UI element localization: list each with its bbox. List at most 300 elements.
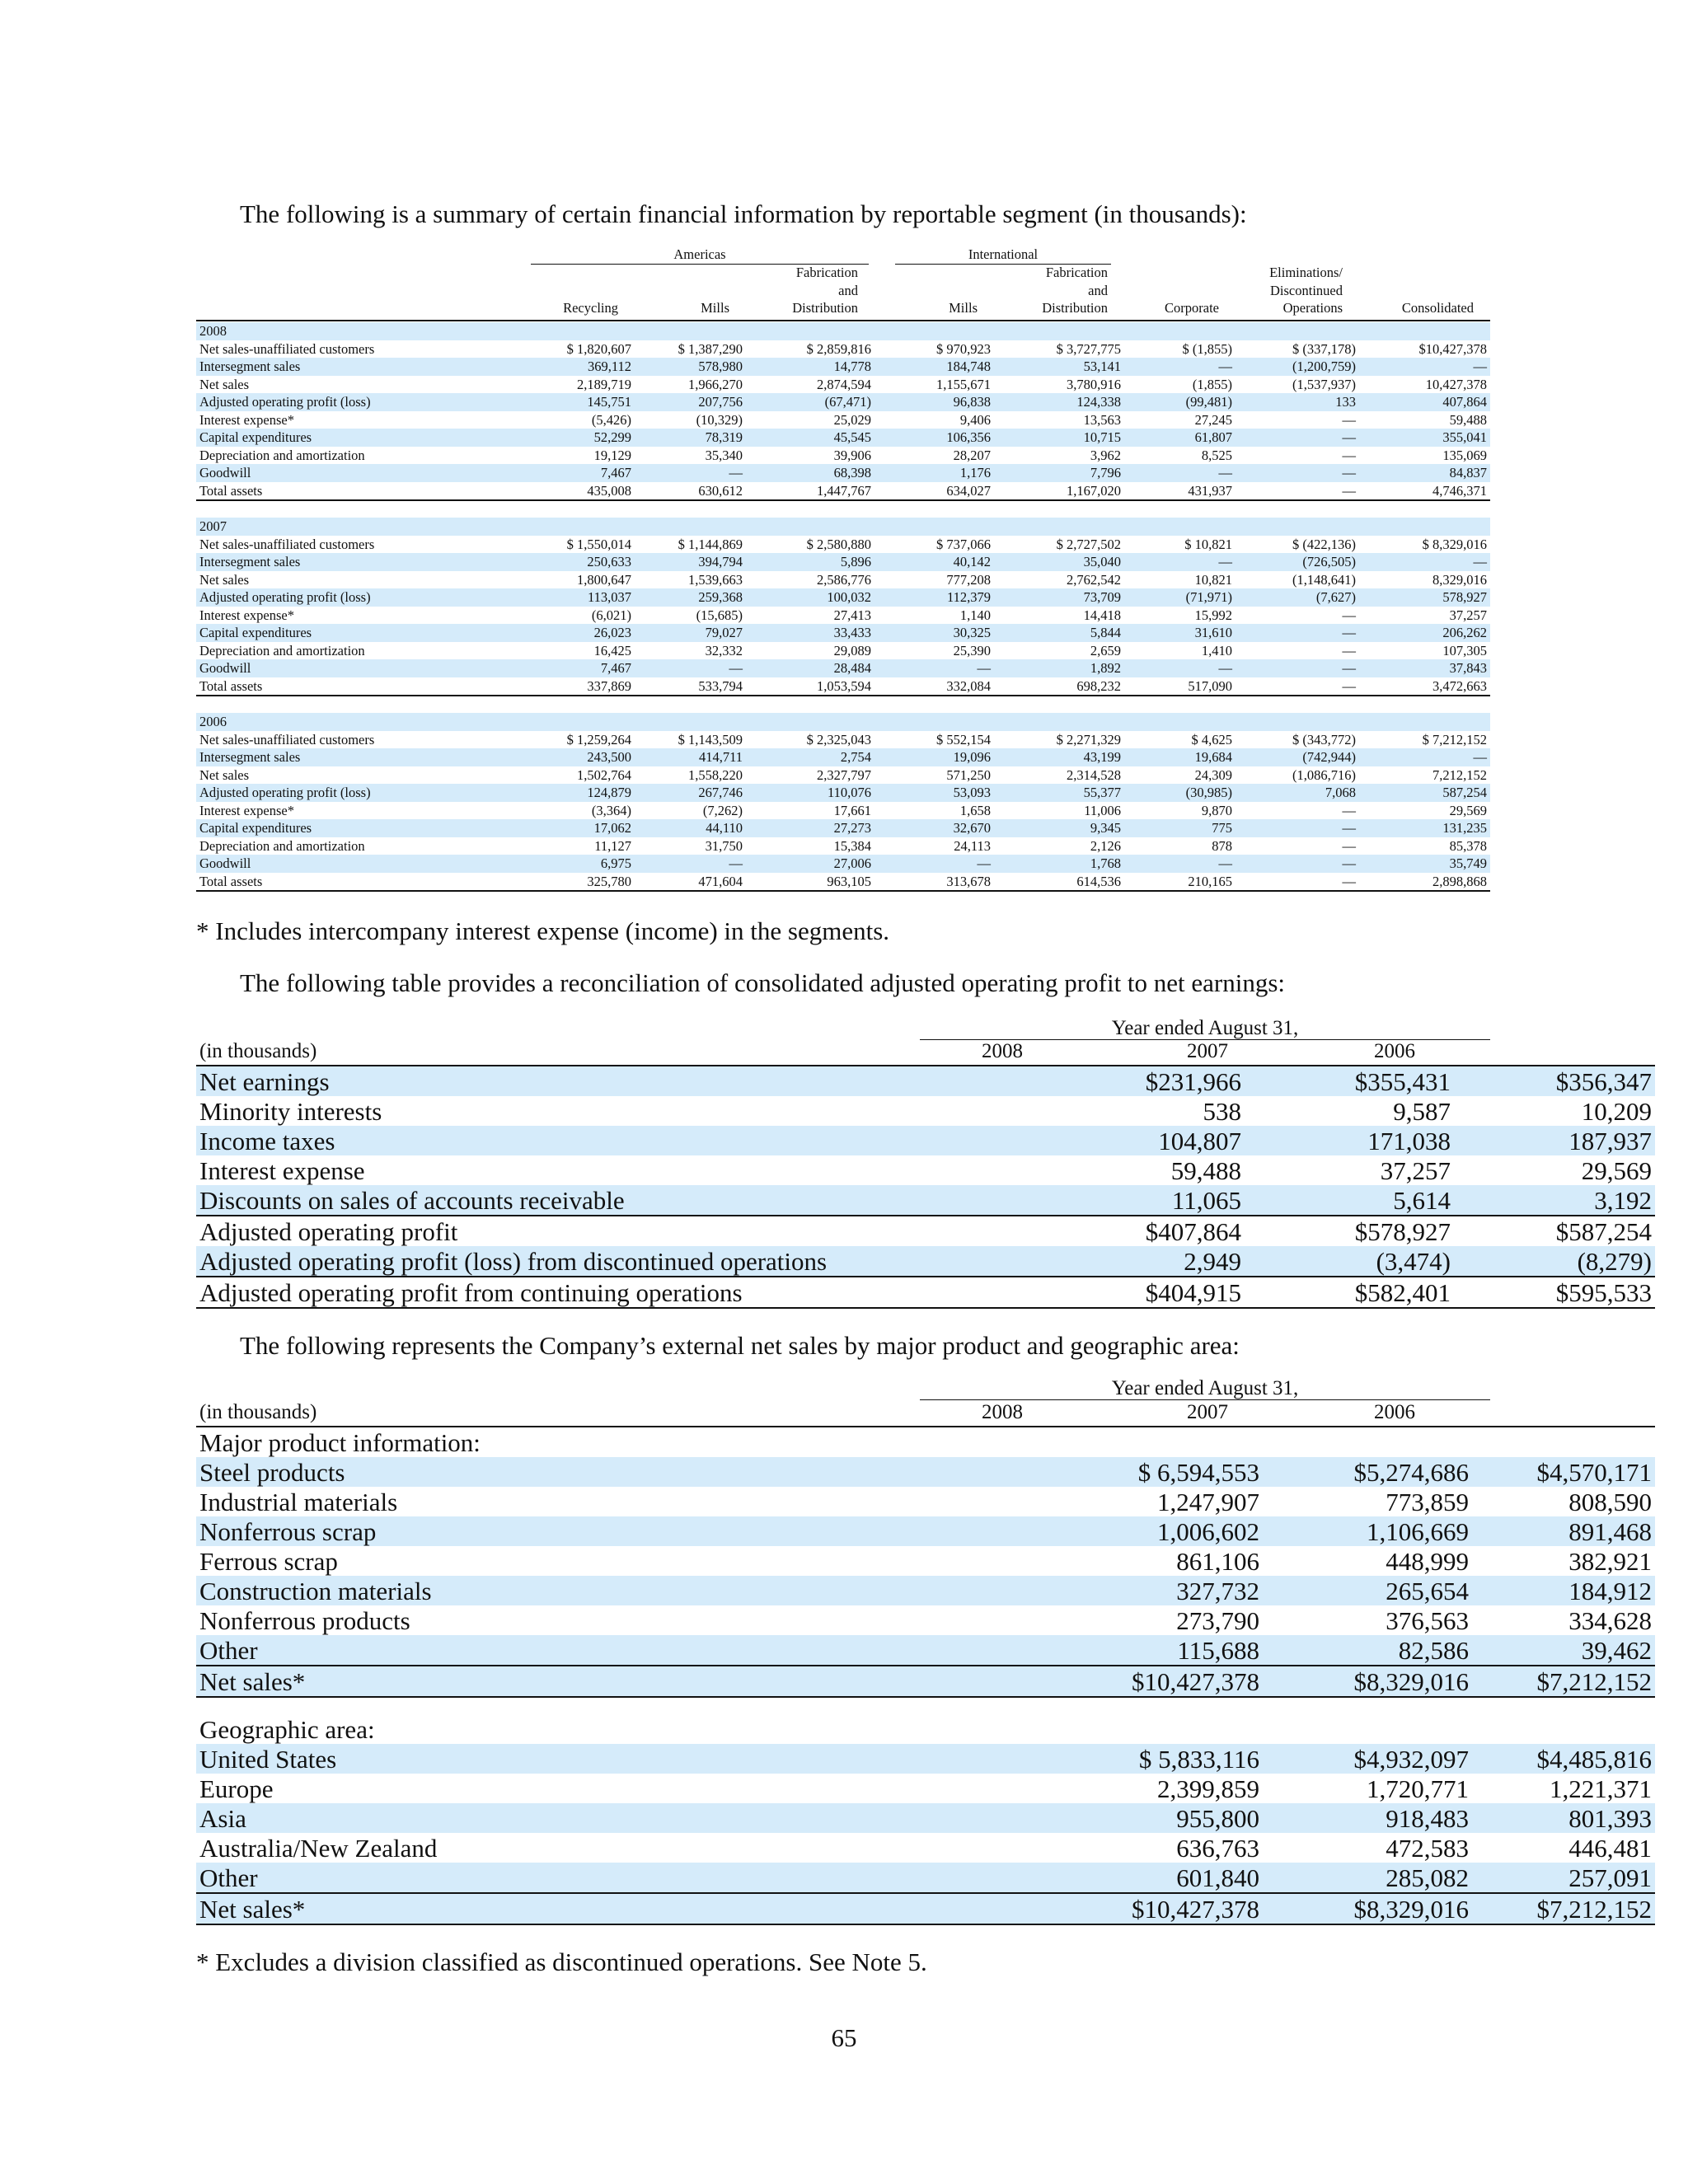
segment-value-cell: 3,472,663 [1359,677,1490,696]
segment-value-cell: 207,756 [635,393,746,411]
recon-year-2006: 2006 [1374,1040,1415,1062]
segment-row [196,340,1490,359]
product-total-row [196,1666,1655,1697]
segment-value-cell: 210,165 [1124,873,1236,892]
segment-value-cell: 9,406 [959,411,991,428]
segment-row-label: Goodwill [196,855,516,873]
segment-value-cell: 61,807 [1124,429,1236,447]
segment-value-cell: — [1124,855,1236,873]
segment-row [196,873,1490,892]
reconciliation-value-cell: 187,937 [1454,1126,1655,1155]
segment-value-cell: 44,110 [635,819,746,837]
segment-header-rule [196,320,1490,321]
segment-value-cell: 25,029 [833,411,871,428]
segment-row-label: Total assets [196,677,516,696]
geo-row [196,1803,1655,1833]
segment-value-cell: $ 1,259,264 [566,731,631,748]
segment-value-cell: — [874,659,994,677]
segment-value-cell: — [1124,358,1236,376]
segment-year-row [196,518,1490,536]
segment-value-cell: 533,794 [635,677,746,696]
reconciliation-value-cell: $578,927 [1245,1216,1454,1246]
segment-value-cell: $ 2,271,329 [1056,731,1121,748]
segment-value-cell: — [1359,748,1490,766]
segment-value-cell: $ 2,859,816 [806,340,871,357]
sales-year-2007: 2007 [1187,1401,1228,1423]
segment-value-cell: 73,709 [994,588,1124,607]
segment-value-cell: 28,207 [953,447,991,463]
segment-spacer-row [196,696,1490,713]
segment-value-cell: 2,314,528 [1067,766,1121,783]
sales-period-header: Year ended August 31, [1111,1377,1299,1399]
sales-spacer-row [196,1697,1655,1714]
geo-row-value: 285,082 [1263,1863,1472,1893]
segment-value-cell: 96,838 [874,393,994,411]
reconciliation-value-cell: (8,279) [1454,1246,1655,1277]
segment-year-row [196,322,1490,340]
segment-value-cell: 133 [1236,393,1359,411]
segment-value-cell: 26,023 [516,624,635,642]
year-row-fill [516,322,1490,340]
reconciliation-value-cell: $355,431 [1245,1066,1454,1096]
segment-value-cell: $10,427,378 [1418,340,1487,357]
product-total-row-value: $10,427,378 [905,1666,1263,1697]
page-number: 65 [831,2023,857,2052]
segment-row-label: Intersegment sales [196,748,516,766]
segment-value-cell: 40,142 [874,553,994,571]
segment-value-cell: 414,711 [635,748,746,766]
segment-value-cell: 17,062 [516,819,635,837]
segment-value-cell: 184,748 [874,358,994,376]
segment-value-cell: 2,126 [1090,837,1121,854]
product-row-label: Nonferrous products [199,1605,410,1635]
segment-value-cell: 145,751 [516,393,635,411]
segment-value-cell: — [1236,819,1359,837]
segment-value-cell: — [874,855,994,873]
segment-row [196,784,1490,802]
segment-value-cell: 135,069 [1442,447,1487,463]
geo-row [196,1833,1655,1863]
americas-group-header: Americas [673,246,726,262]
segment-value-cell: 2,874,594 [817,376,871,392]
segment-row [196,358,1490,376]
segment-value-cell: $ 970,923 [936,340,991,357]
geo-row-value: 257,091 [1472,1863,1655,1893]
empty-cell [1472,1714,1655,1744]
segment-value-cell: (1,148,641) [1292,571,1356,588]
reconciliation-row [196,1185,1655,1216]
discontinued-footnote: * Excludes a division classified as discontinued operations. See Note 5. [196,1947,927,1976]
segment-value-cell: 85,378 [1449,837,1487,854]
segment-value-cell: 2,762,542 [1067,571,1121,588]
reconciliation-value-cell: 5,614 [1245,1185,1454,1216]
segment-value-cell: 5,896 [746,553,874,571]
segment-value-cell: 259,368 [635,588,746,607]
segment-value-cell: 517,090 [1124,677,1236,696]
reconciliation-value-cell: $587,254 [1454,1216,1655,1246]
segment-value-cell: 14,418 [1083,607,1121,623]
segment-value-cell: 17,661 [833,802,871,818]
product-row-value: 184,912 [1472,1576,1655,1605]
product-row-value: 808,590 [1568,1487,1652,1516]
product-row [196,1457,1655,1487]
recon-unit-label: (in thousands) [199,1040,317,1062]
reconciliation-value-cell: $582,401 [1245,1277,1454,1308]
segment-col-header-4-line-3: Distribution [1042,300,1108,316]
segment-value-cell: (1,200,759) [1236,358,1359,376]
geo-row-label: Australia/New Zealand [199,1833,438,1863]
segment-row-label: Adjusted operating profit (loss) [196,588,516,607]
product-total-row-value: $7,212,152 [1472,1666,1655,1697]
segment-value-cell: 1,966,270 [688,376,743,392]
segment-value-cell: $ 2,727,502 [1056,536,1121,552]
segment-value-cell: 68,398 [746,464,874,482]
segment-value-cell: (30,985) [1124,784,1236,802]
segment-row-label: Depreciation and amortization [199,642,365,658]
sales-period-rule [920,1399,1490,1400]
product-row-value: 1,247,907 [1157,1487,1259,1516]
segment-row-label: Adjusted operating profit (loss) [196,784,516,802]
segment-value-cell: 2,189,719 [577,376,631,392]
reconciliation-row [196,1096,1655,1126]
segment-value-cell: 431,937 [1124,482,1236,501]
segment-row [196,855,1490,873]
reconciliation-row-label: Discounts on sales of accounts receivable [196,1185,905,1216]
spacer-cell [196,696,1490,713]
segment-value-cell: $ 1,387,290 [678,340,743,357]
segment-value-cell: 571,250 [946,766,991,783]
segment-value-cell: (15,685) [696,607,743,623]
product-row [196,1516,1655,1546]
segment-value-cell: 59,488 [1449,411,1487,428]
segment-value-cell: 9,870 [1201,802,1232,818]
segment-value-cell: 1,800,647 [577,571,631,588]
segment-value-cell: 394,794 [635,553,746,571]
segment-value-cell: 124,338 [994,393,1124,411]
product-row-value: 1,106,669 [1263,1516,1472,1546]
reconciliation-row-label: Interest expense [199,1155,365,1185]
geo-total-row-value: $10,427,378 [905,1893,1263,1924]
sales-year-2006: 2006 [1374,1401,1415,1423]
segment-value-cell: 107,305 [1442,642,1487,658]
geo-row-value: 1,720,771 [1367,1774,1469,1803]
segment-row-label: Net sales-unaffiliated customers [199,340,375,357]
segment-value-cell: (71,971) [1124,588,1236,607]
product-row-label: Industrial materials [199,1487,398,1516]
segment-value-cell: 1,658 [959,802,991,818]
geo-row [196,1774,1655,1803]
segment-value-cell: 32,670 [874,819,994,837]
segment-value-cell: 27,245 [1194,411,1232,428]
segment-year-label: 2007 [196,518,516,536]
product-row-value: $ 6,594,553 [905,1457,1263,1487]
segment-value-cell: 355,041 [1359,429,1490,447]
geo-heading-row [196,1714,1655,1744]
product-row-label: Construction materials [196,1576,905,1605]
segment-col-header-4-line-2: and [1088,282,1108,298]
segment-value-cell: — [1342,447,1356,463]
segment-value-cell: 43,199 [994,748,1124,766]
segment-row [196,553,1490,571]
spacer-cell [196,1697,1655,1714]
segment-value-cell: 578,980 [635,358,746,376]
reconciliation-row-label: Minority interests [199,1096,382,1126]
product-row-label: Steel products [196,1457,905,1487]
segment-row-label: Interest expense* [199,411,294,428]
segment-row [196,482,1490,501]
segment-year-row [196,713,1490,731]
geo-row-value: 801,393 [1472,1803,1655,1833]
segment-col-header-3-line-3: Mills [949,300,978,316]
segment-value-cell: 634,027 [874,482,994,501]
segment-col-header-6-line-2: Discontinued [1270,282,1343,298]
segment-row [196,819,1490,837]
segment-value-cell: 29,569 [1449,802,1487,818]
segment-value-cell: $ (337,178) [1292,340,1356,357]
product-row-value: 382,921 [1568,1546,1652,1576]
segment-row-label: Net sales-unaffiliated customers [199,731,375,748]
product-heading-row [196,1427,1655,1457]
reconciliation-value-cell: 11,065 [905,1185,1245,1216]
segment-year-label: 2008 [196,322,516,340]
segment-row-label: Capital expenditures [196,819,516,837]
empty-cell [905,1714,1263,1744]
segment-value-cell: 777,208 [946,571,991,588]
product-row [196,1546,1655,1576]
reconciliation-value-cell: 3,192 [1454,1185,1655,1216]
segment-value-cell: 698,232 [994,677,1124,696]
segment-row-label: Net sales [199,766,250,783]
segment-value-cell: $ (422,136) [1292,536,1356,552]
segment-value-cell: 313,678 [874,873,994,892]
segment-value-cell: (10,329) [696,411,743,428]
reconciliation-row-label: Adjusted operating profit (loss) from discontinued operations [196,1246,905,1277]
segment-value-cell: 27,006 [746,855,874,873]
segment-value-cell: (5,426) [591,411,631,428]
product-row-label: Ferrous scrap [199,1546,338,1576]
segment-row [196,464,1490,482]
segment-value-cell: (726,505) [1236,553,1359,571]
segment-value-cell: 15,992 [1194,607,1232,623]
segment-value-cell: 5,844 [994,624,1124,642]
product-row-value: 861,106 [1176,1546,1259,1576]
segment-value-cell: 1,768 [994,855,1124,873]
sales-intro: The following represents the Company’s external net sales by major product and geographic area: [240,1331,1240,1360]
product-row-label: Nonferrous scrap [196,1516,905,1546]
segment-value-cell: 52,299 [516,429,635,447]
reconciliation-row [196,1066,1655,1096]
geo-row-value: 1,221,371 [1550,1774,1652,1803]
segment-value-cell: (742,944) [1236,748,1359,766]
geo-row-label: Europe [199,1774,274,1803]
segment-value-cell: 28,484 [746,659,874,677]
segment-value-cell: $ 7,212,152 [1422,731,1487,748]
segment-row-label: Goodwill [196,659,516,677]
segment-row [196,837,1490,855]
segment-value-cell: 337,869 [516,677,635,696]
segment-value-cell: 1,502,764 [577,766,631,783]
reconciliation-row [196,1216,1655,1246]
reconciliation-value-cell: (3,474) [1245,1246,1454,1277]
segment-value-cell: 9,345 [994,819,1124,837]
segment-value-cell: 2,327,797 [817,766,871,783]
segment-value-cell: — [1236,429,1359,447]
product-row-value: 891,468 [1472,1516,1655,1546]
segment-value-cell: $ 1,820,607 [566,340,631,357]
segment-value-cell: (3,364) [591,802,631,818]
segment-row [196,588,1490,607]
geo-total-row [196,1893,1655,1924]
segment-value-cell: — [635,659,746,677]
segment-value-cell: 1,410 [1201,642,1232,658]
segment-value-cell: 1,539,663 [688,571,743,588]
segment-value-cell: $ 1,550,014 [566,536,631,552]
segment-value-cell: $ 8,329,016 [1422,536,1487,552]
reconciliation-row-label: Adjusted operating profit [196,1216,905,1246]
segment-value-cell: 131,235 [1359,819,1490,837]
geo-row [196,1863,1655,1893]
segment-value-cell: 113,037 [516,588,635,607]
reconciliation-row [196,1155,1655,1185]
segment-value-cell: 13,563 [1083,411,1121,428]
segment-col-header-5-line-3: Corporate [1165,300,1219,316]
segment-value-cell: 587,254 [1359,784,1490,802]
segment-value-cell: — [1236,677,1359,696]
geo-heading-row-label: Geographic area: [199,1714,375,1744]
segment-row-label: Total assets [196,482,516,501]
segment-value-cell: — [1236,482,1359,501]
segment-row [196,447,1490,465]
product-row-value: 273,790 [1176,1605,1259,1635]
segment-value-cell: 2,754 [746,748,874,766]
geo-total-row-value: $8,329,016 [1263,1893,1472,1924]
geo-row-value: 955,800 [905,1803,1263,1833]
empty-cell [1263,1714,1472,1744]
segment-value-cell: — [1124,659,1236,677]
segment-value-cell: 1,176 [874,464,994,482]
segment-row-label: Net sales [199,571,250,588]
product-row [196,1605,1655,1635]
segment-value-cell: 206,262 [1359,624,1490,642]
reconciliation-value-cell: 171,038 [1245,1126,1454,1155]
segment-row-label: Net sales-unaffiliated customers [199,536,375,552]
segment-value-cell: 53,141 [994,358,1124,376]
segment-value-cell: 35,749 [1359,855,1490,873]
product-row-value: 39,462 [1472,1635,1655,1666]
segment-row [196,411,1490,429]
segment-col-header-6-line-3: Operations [1282,300,1343,316]
segment-value-cell: 369,112 [516,358,635,376]
segment-value-cell: 37,257 [1449,607,1487,623]
segment-value-cell: — [1342,411,1356,428]
segment-value-cell: 45,545 [746,429,874,447]
product-row-value: 334,628 [1568,1605,1652,1635]
segment-value-cell: 10,715 [994,429,1124,447]
recon-year-2008: 2008 [982,1040,1023,1062]
product-row-value: $4,570,171 [1472,1457,1655,1487]
segment-row-label: Goodwill [196,464,516,482]
segment-value-cell: 3,962 [1090,447,1121,463]
segment-value-cell: 14,778 [746,358,874,376]
segment-value-cell: 10,427,378 [1425,376,1487,392]
segment-value-cell: 39,906 [833,447,871,463]
segment-value-cell: 3,780,916 [1067,376,1121,392]
segment-value-cell: $ 3,727,775 [1056,340,1121,357]
reconciliation-row [196,1246,1655,1277]
segment-value-cell: — [635,464,746,482]
segment-value-cell: 78,319 [635,429,746,447]
reconciliation-value-cell: $231,966 [905,1066,1245,1096]
geo-row [196,1744,1655,1774]
reconciliation-value-cell: 59,488 [1170,1155,1241,1185]
reconciliation-value-cell: $407,864 [905,1216,1245,1246]
segment-value-cell: 435,008 [516,482,635,501]
sales-unit-label: (in thousands) [199,1401,317,1423]
segment-value-cell: — [1342,802,1356,818]
segment-col-header-1-line-3: Mills [701,300,729,316]
segment-value-cell: 963,105 [746,873,874,892]
segment-value-cell: (99,481) [1124,393,1236,411]
segment-value-cell: 25,390 [953,642,991,658]
segment-value-cell: 15,384 [833,837,871,854]
segment-col-header-2-line-2: and [838,282,858,298]
segment-value-cell: 578,927 [1359,588,1490,607]
recon-period-header: Year ended August 31, [1111,1017,1299,1039]
segment-value-cell: 2,659 [1090,642,1121,658]
geo-row-label: Other [196,1863,905,1893]
international-group-header: International [968,246,1039,262]
segment-row [196,659,1490,677]
segment-value-cell: (1,855) [1192,376,1232,392]
segment-value-cell: 7,467 [516,659,635,677]
product-row-value: 376,563 [1386,1605,1469,1635]
sales-table [196,1426,1655,1925]
segment-table [196,322,1490,892]
segment-value-cell: 33,433 [746,624,874,642]
segment-col-header-2-line-3: Distribution [792,300,858,316]
segment-value-cell: 1,167,020 [994,482,1124,501]
segment-value-cell: (7,262) [702,802,743,818]
interest-footnote: * Includes intercompany interest expense (income) in the segments. [196,916,890,945]
segment-col-header-0-line-3: Recycling [563,300,618,316]
empty-cell [1472,1427,1655,1457]
segment-value-cell: $ 4,625 [1191,731,1232,748]
segment-row [196,642,1490,660]
segment-value-cell: 32,332 [705,642,743,658]
segment-value-cell: 775 [1124,819,1236,837]
reconciliation-value-cell: $404,915 [905,1277,1245,1308]
segment-value-cell: 243,500 [516,748,635,766]
segment-value-cell: 84,837 [1359,464,1490,482]
segment-value-cell: (1,537,937) [1292,376,1356,392]
segment-value-cell: $ 1,144,869 [678,536,743,552]
segment-value-cell: $ 2,580,880 [806,536,871,552]
reconciliation-value-cell: 10,209 [1581,1096,1652,1126]
segment-value-cell: — [1236,659,1359,677]
segment-value-cell: 7,212,152 [1432,766,1487,783]
segment-value-cell: — [1236,624,1359,642]
segment-intro: The following is a summary of certain financial information by reportable segment (in thousands): [240,199,1247,228]
geo-row-label: Asia [196,1803,905,1833]
segment-value-cell: 112,379 [874,588,994,607]
reconciliation-intro: The following table provides a reconciliation of consolidated adjusted operating profit to net earnings: [240,968,1286,997]
segment-value-cell: — [1359,358,1490,376]
segment-value-cell: 19,129 [593,447,631,463]
segment-row-label: Intersegment sales [196,553,516,571]
geo-row-label: United States [196,1744,905,1774]
segment-value-cell: 35,040 [994,553,1124,571]
segment-value-cell: 471,604 [635,873,746,892]
